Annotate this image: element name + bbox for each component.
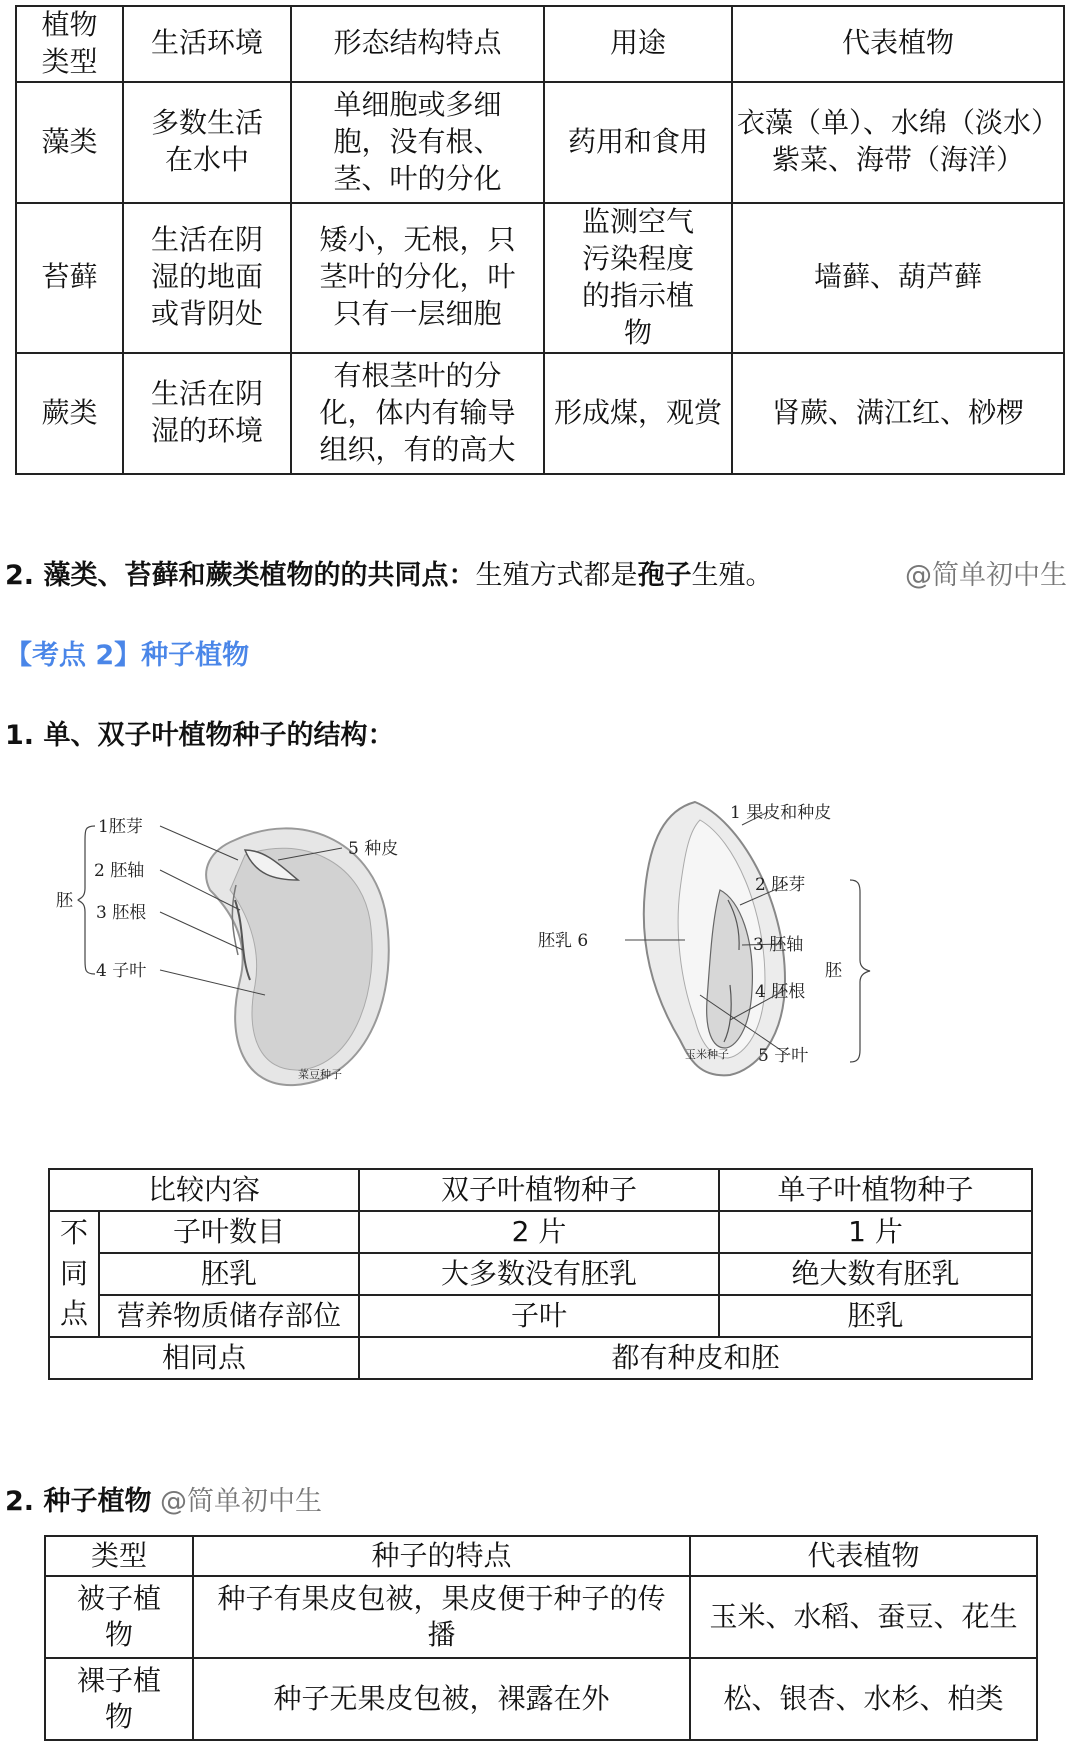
table-cell: 被子植物 [45, 1576, 193, 1658]
header-cell: 代表植物 [732, 6, 1064, 82]
table-cell: 监测空气污染程度的指示植物 [544, 203, 732, 353]
common-point-middle: 生殖方式都是 [475, 560, 638, 591]
table-cell: 生活在阴湿的地面或背阴处 [123, 203, 291, 353]
header-cell: 生活环境 [123, 6, 291, 82]
table-cell: 藻类 [16, 82, 123, 203]
table-row [16, 203, 1064, 353]
table-cell: 肾蕨、满江红、桫椤 [732, 353, 1064, 474]
table-cell: 有根茎叶的分化，体内有输导组织，有的高大 [291, 353, 544, 474]
corn-embryo-label: 胚 [825, 961, 842, 981]
table-cell: 多数生活在水中 [123, 82, 291, 203]
table-cell: 子叶数目 [99, 1211, 359, 1253]
table-cell: 形成煤，观赏 [544, 353, 732, 474]
table-header-row [49, 1169, 1032, 1211]
table-cell: 裸子植物 [45, 1658, 193, 1740]
table-row [16, 82, 1064, 203]
table-cell: 1 片 [719, 1211, 1032, 1253]
difference-label-char: 同 [59, 1256, 88, 1290]
seed-plants-heading-line [5, 1479, 322, 1518]
table-cell: 子叶 [359, 1295, 719, 1337]
table-cell: 单细胞或多细胞，没有根、茎、叶的分化 [291, 82, 544, 203]
corn-plumule-label: 2 胚芽 [755, 875, 806, 895]
corn-endosperm-label: 胚乳 6 [538, 931, 589, 951]
bean-cotyledon-label: 4 子叶 [96, 961, 147, 981]
header-cell: 形态结构特点 [291, 6, 544, 82]
seed-diagram [40, 780, 1040, 1100]
watermark: @简单初中生 [160, 1486, 323, 1517]
bean-plumule-label: 1胚芽 [98, 817, 143, 837]
table-cell: 生活在阴湿的环境 [123, 353, 291, 474]
lower-plants-table [15, 5, 1065, 475]
table-row [49, 1211, 1032, 1253]
table-cell: 玉米、水稻、蚕豆、花生 [690, 1576, 1037, 1658]
bean-hypocotyl-label: 2 胚轴 [94, 861, 145, 881]
header-cell: 双子叶植物种子 [359, 1169, 719, 1211]
table-cell: 蕨类 [16, 353, 123, 474]
header-cell: 种子的特点 [193, 1536, 690, 1576]
table-cell: 大多数没有胚乳 [359, 1253, 719, 1295]
corn-radicle-label: 4 胚根 [755, 982, 806, 1002]
header-cell: 比较内容 [49, 1169, 359, 1211]
watermark: @简单初中生 [905, 560, 1067, 591]
table-cell: 胚乳 [719, 1295, 1032, 1337]
table-row [49, 1295, 1032, 1337]
table-cell: 衣藻（单）、水绵（淡水） 紫菜、海带（海洋） [732, 82, 1064, 203]
bean-embryo-label: 胚 [56, 891, 73, 911]
corn-cotyledon-label: 5 子叶 [758, 1046, 809, 1066]
header-cell: 代表植物 [690, 1536, 1037, 1576]
table-cell: 营养物质储存部位 [99, 1295, 359, 1337]
common-point-suffix: 生殖。 [691, 560, 773, 591]
table-cell: 墙藓、葫芦藓 [732, 203, 1064, 353]
seed-plants-table [44, 1535, 1038, 1741]
header-cell: 植物类型 [16, 6, 123, 82]
table-cell: 胚乳 [99, 1253, 359, 1295]
common-point-prefix: 2. 藻类、苔藓和蕨类植物的的共同点： [5, 560, 476, 591]
table-row [45, 1658, 1037, 1740]
table-cell: 都有种皮和胚 [359, 1337, 1032, 1379]
table-cell: 种子有果皮包被，果皮便于种子的传播 [193, 1576, 690, 1658]
corn-seed-drawing [625, 802, 870, 1075]
difference-label-char: 点 [59, 1297, 88, 1331]
table-cell: 苔藓 [16, 203, 123, 353]
header-cell: 类型 [45, 1536, 193, 1576]
header-cell: 单子叶植物种子 [719, 1169, 1032, 1211]
section-heading: 【考点 2】种子植物 [5, 640, 250, 671]
bean-seedcoat-label: 5 种皮 [348, 839, 399, 859]
table-row [49, 1337, 1032, 1379]
table-row [16, 353, 1064, 474]
difference-label [49, 1211, 99, 1337]
common-point-paragraph [5, 553, 772, 592]
common-point-emph: 孢子 [637, 560, 692, 591]
seed-structure-figure [40, 780, 1040, 1100]
corn-caption: 玉米种子 [685, 1048, 729, 1061]
table-cell: 松、银杏、水杉、柏类 [690, 1658, 1037, 1740]
seed-compare-table [48, 1168, 1033, 1380]
table-row [45, 1576, 1037, 1658]
seed-plants-heading: 2. 种子植物 [5, 1486, 152, 1517]
table-header-row [45, 1536, 1037, 1576]
table-cell: 绝大数有胚乳 [719, 1253, 1032, 1295]
table-cell: 矮小，无根，只茎叶的分化，叶只有一层细胞 [291, 203, 544, 353]
bean-caption: 菜豆种子 [298, 1068, 342, 1081]
table-cell: 药用和食用 [544, 82, 732, 203]
table-cell: 2 片 [359, 1211, 719, 1253]
table-cell: 相同点 [49, 1337, 359, 1379]
structure-heading: 1. 单、双子叶植物种子的结构： [5, 720, 395, 751]
table-row [49, 1253, 1032, 1295]
difference-label-char: 不 [59, 1216, 88, 1250]
corn-hypocotyl-label: 3 胚轴 [753, 935, 804, 955]
bean-radicle-label: 3 胚根 [96, 903, 147, 923]
table-cell: 种子无果皮包被，裸露在外 [193, 1658, 690, 1740]
table-header-row [16, 6, 1064, 82]
header-cell: 用途 [544, 6, 732, 82]
corn-pericarp-label: 1 果皮和种皮 [730, 803, 832, 823]
